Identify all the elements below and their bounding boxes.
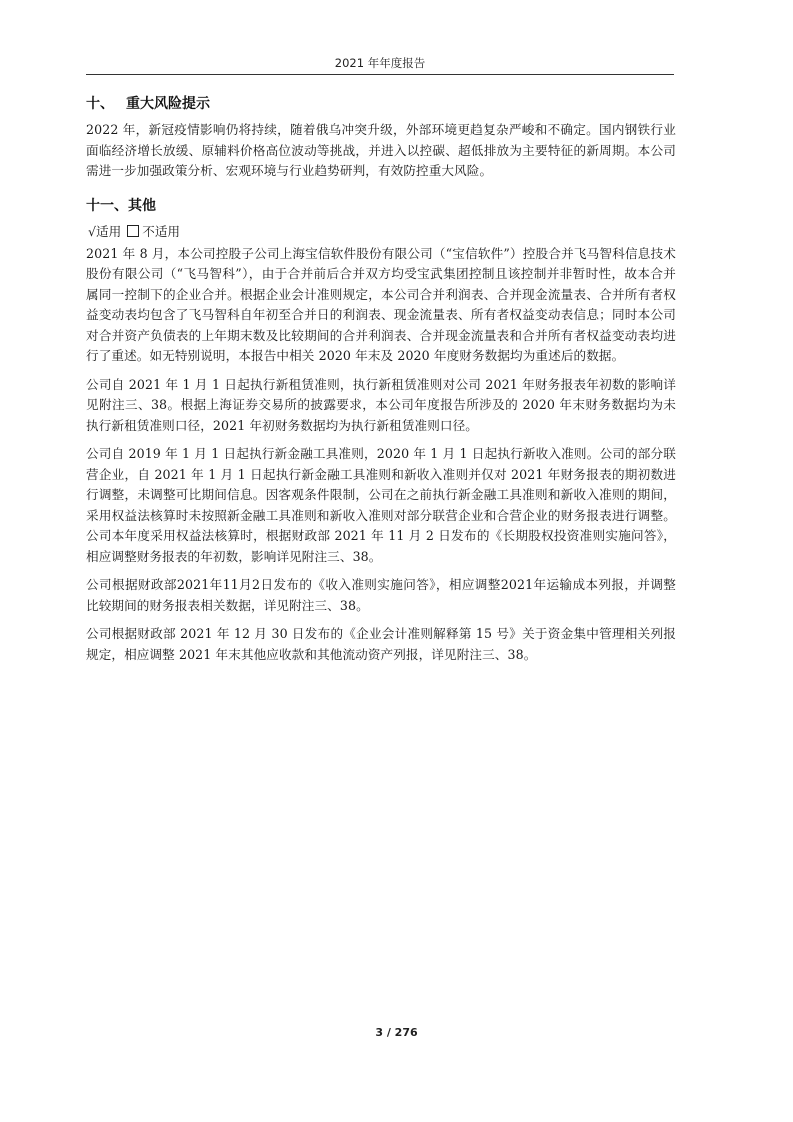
checkbox-empty-icon — [127, 225, 139, 237]
paragraph: 公司自 2021 年 1 月 1 日起执行新租赁准则，执行新租赁准则对公司 2021 年财务报表年初数的影响详见附注三、38。根据上海证券交易所的披露要求，本公司年度报告所涉及的 2020 年末财务数据均为未执行新租赁准则口径，2021 年初财务数据均为执行新租赁准则口径。 — [86, 376, 676, 433]
paragraph: 公司根据财政部2021年11月2日发布的《收入准则实施问答》，相应调整2021年运输成本列报，并调整比较期间的财务报表相关数据，详见附注三、38。 — [86, 577, 676, 613]
page-body — [86, 94, 676, 673]
section-heading: 其他 — [128, 197, 156, 214]
paragraph: 2022 年，新冠疫情影响仍将持续，随着俄乌冲突升级，外部环境更趋复杂严峻和不确定。国内钢铁行业面临经济增长放缓、原辅料价格高位波动等挑战，并进入以控碳、超低排放为主要特征的新周期。本公司需进一步加强政策分析、宏观环境与行业趋势研判，有效防控重大风险。 — [86, 122, 676, 178]
page-number: 3 / 276 — [375, 1026, 418, 1039]
paragraph: 公司根据财政部 2021 年 12 月 30 日发布的《企业会计准则解释第 15 号》关于资金集中管理相关列报规定，相应调整 2021 年末其他应收款和其他流动资产列报，详见附注三、38。 — [86, 626, 676, 662]
section-title-risk — [86, 94, 676, 114]
applicability-line — [88, 222, 676, 242]
section-number: 十、 — [86, 96, 114, 112]
checkmark-icon: √ — [88, 223, 97, 239]
page-header — [86, 55, 674, 75]
section-heading: 重大风险提示 — [126, 96, 210, 112]
applicable-label: 适用 — [96, 223, 122, 239]
paragraph: 公司自 2019 年 1 月 1 日起执行新金融工具准则，2020 年 1 月 1 日起执行新收入准则。公司的部分联营企业，自 2021 年 1 月 1 日起执行新金融工具准则和新收入准则并仅对 2021 年财务报表的期初数进行调整，未调整可比期间信息。因客观条件限制，公司在之前执行新金融工具准则和新收入准则的期间，采用权益法核算时未按照新金融工具准则和新收入准则对部分联营企业和合营企业的财务报表进行调整。公司本年度采用权益法核算时，根据财政部 2021 年 11 月 2 日发布的《长期股权投资准则实施问答》，相应调整财务报表的年初数，影响详见附注三、38。 — [86, 446, 676, 564]
not-applicable-label: 不适用 — [142, 223, 180, 239]
paragraph: 2021 年 8 月，本公司控股子公司上海宝信软件股份有限公司（“宝信软件”）控股合并飞马智科信息技术股份有限公司（“飞马智科”），由于合并前后合并双方均受宝武集团控制且该控制并非暂时性，故本合并属同一控制下的企业合并。根据企业会计准则规定，本公司合并利润表、合并现金流量表、合并所有者权益变动表均包含了飞马智科自年初至合并日的利润表、现金流量表、所有者权益变动表信息；同时本公司对合并资产负债表的上年期末数及比较期间的合并利润表、合并现金流量表和合并所有者权益变动表均进行了重述。如无特别说明，本报告中相关 2020 年末及 2020 年度财务数据均为重述后的数据。 — [86, 245, 676, 363]
report-title: 2021 年年度报告 — [334, 56, 426, 70]
section-number: 十一、 — [86, 197, 128, 214]
section-title-other — [86, 196, 676, 216]
